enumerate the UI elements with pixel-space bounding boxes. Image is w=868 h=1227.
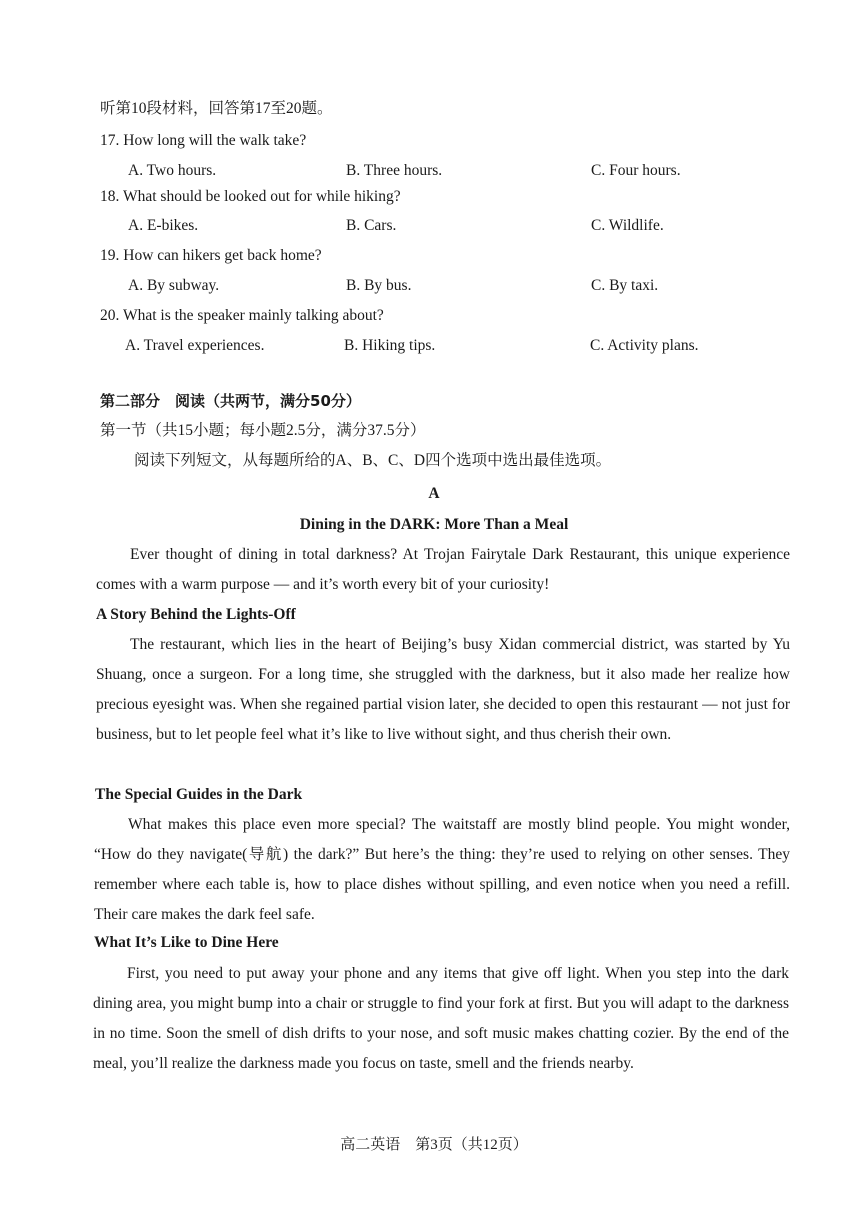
heading-special-guides: The Special Guides in the Dark	[95, 786, 303, 803]
intro-paragraph-text: Ever thought of dining in total darkness? At Trojan Fairytale Dark Restaurant, this unique experience comes with a warm purpose — and it’s worth every bit of your curiosity!	[96, 546, 790, 593]
paragraph-dining	[93, 959, 789, 1079]
page-footer: 高二英语 第3页（共12页）	[340, 1137, 528, 1153]
question-18-option-b: B. Cars.	[346, 217, 397, 234]
question-17-option-b: B. Three hours.	[346, 162, 443, 179]
question-20-stem: 20. What is the speaker mainly talking about?	[100, 307, 384, 324]
paragraph-dining-text: First, you need to put away your phone and any items that give off light. When you step into the dark dining area, you might bump into a chair or struggle to find your fork at first. But you will adapt to the darkness in no time. Soon the smell of dish drifts to your nose, and soft music makes chatting cozier. By the end of the meal, you’ll realize the darkness made you focus on taste, smell and the friends nearby.	[93, 965, 789, 1072]
part-two-title: 第二部分 阅读（共两节，满分50分）	[100, 392, 361, 410]
question-20-option-a: A. Travel experiences.	[125, 337, 265, 354]
question-17-option-c: C. Four hours.	[591, 162, 681, 179]
question-18-option-a: A. E-bikes.	[128, 217, 199, 234]
listening-intro: 听第10段材料，回答第17至20题。	[100, 100, 333, 117]
question-17-stem: 17. How long will the walk take?	[100, 132, 307, 149]
heading-story-behind-lights-off: A Story Behind the Lights-Off	[96, 606, 296, 623]
paragraph-guides-text: What makes this place even more special? The waitstaff are mostly blind people. You might wonder, “How do they navigate(导航) the dark?” But here’s the thing: they’re used to relying on other senses. They remember where each table is, how to place dishes without spilling, and even notice when you need a refill. Their care makes the dark feel safe.	[94, 816, 790, 923]
section-one-title: 第一节（共15小题；每小题2.5分，满分37.5分）	[100, 422, 426, 439]
question-19-option-c: C. By taxi.	[591, 277, 659, 294]
question-19-option-b: B. By bus.	[346, 277, 412, 294]
question-19-option-a: A. By subway.	[128, 277, 220, 294]
intro-paragraph	[96, 540, 790, 600]
question-18-stem: 18. What should be looked out for while hiking?	[100, 188, 401, 205]
question-20-option-c: C. Activity plans.	[590, 337, 699, 354]
passage-letter: A	[428, 485, 440, 502]
question-17-option-a: A. Two hours.	[128, 162, 217, 179]
paragraph-story	[96, 630, 790, 750]
question-18-option-c: C. Wildlife.	[591, 217, 664, 234]
paragraph-story-text: The restaurant, which lies in the heart of Beijing’s busy Xidan commercial district, was started by Yu Shuang, once a surgeon. For a long time, she struggled with the darkness, but it also made her realize how precious eyesight was. When she regained partial vision later, she decided to open this restaurant — not just for business, but to let people feel what it’s like to live without sight, and thus cherish their own.	[96, 636, 790, 743]
heading-dine-here: What It’s Like to Dine Here	[94, 934, 279, 951]
passage-title: Dining in the DARK: More Than a Meal	[299, 516, 569, 533]
reading-instruction: 阅读下列短文，从每题所给的A、B、C、D四个选项中选出最佳选项。	[134, 452, 612, 469]
paragraph-guides	[94, 810, 790, 930]
question-19-stem: 19. How can hikers get back home?	[100, 247, 322, 264]
question-20-option-b: B. Hiking tips.	[344, 337, 436, 354]
